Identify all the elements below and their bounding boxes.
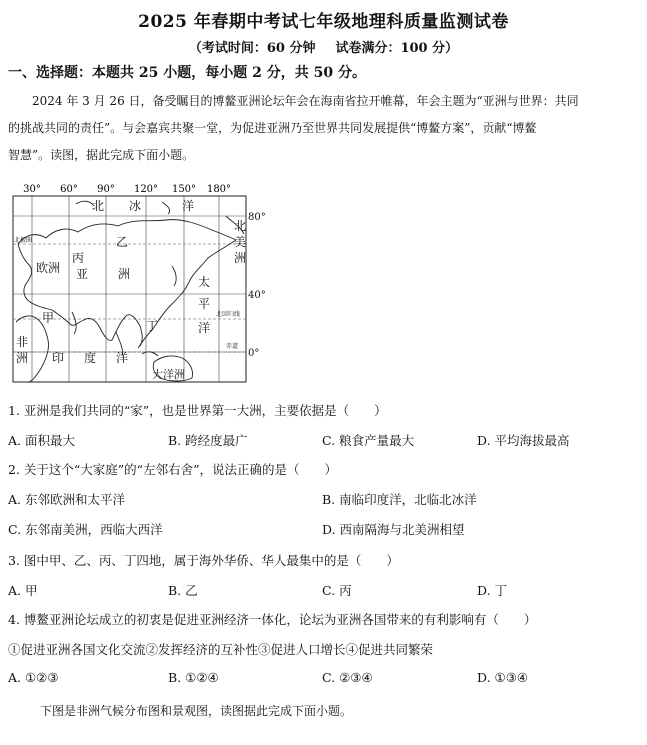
- label-yi: 乙: [116, 235, 129, 249]
- question-3-stem: 3. 图中甲、乙、丙、丁四地，属于海外华侨、华人最集中的是（ ）: [8, 553, 399, 568]
- lon-label-150: 150°: [171, 184, 197, 195]
- section-heading: 一、选择题：本题共 25 小题，每小题 2 分，共 50 分。: [8, 65, 366, 81]
- label-indian-1: 印: [52, 351, 65, 365]
- q4-option-c: C. ②③④: [322, 670, 373, 685]
- q1-option-c: C. 粮食产量最大: [322, 433, 415, 448]
- label-na-3: 洲: [234, 251, 247, 265]
- q4-option-b: B. ①②④: [168, 670, 219, 685]
- label-pacific-2: 平: [198, 297, 211, 311]
- label-arctic-3: 洋: [182, 199, 195, 213]
- label-ding: 丁: [146, 319, 159, 333]
- q1-option-d: D. 平均海拔最高: [477, 433, 570, 448]
- q3-option-c: C. 丙: [322, 583, 352, 598]
- label-jia: 甲: [42, 311, 55, 325]
- question-4-statements: ①促进亚洲各国文化交流②发挥经济的互补性③促进人口增长④促进共同繁荣: [8, 642, 434, 657]
- q2-option-a: A. 东邻欧洲和太平洋: [8, 492, 125, 507]
- q3-option-d: D. 丁: [477, 583, 508, 598]
- label-asia-1: 亚: [76, 267, 89, 281]
- label-arctic-circle: 北极圈: [14, 237, 33, 244]
- asia-map: [12, 182, 267, 388]
- intro-line-2: 的挑战共同的责任”。与会嘉宾共聚一堂，为促进亚洲乃至世界共同发展提供“博鳌方案”，贡献“博鳌: [8, 121, 537, 135]
- label-africa-2: 洲: [16, 351, 29, 365]
- intro-paragraph: [8, 88, 634, 169]
- lon-label-120: 120°: [133, 184, 159, 195]
- lon-label-180: 180°: [206, 184, 232, 195]
- label-na-1: 北: [234, 219, 247, 233]
- label-na-2: 美: [234, 235, 247, 249]
- q2-option-d: D. 西南隔海与北美洲相望: [322, 522, 465, 537]
- lon-label-60: 60°: [60, 184, 78, 195]
- q2-option-c: C. 东邻南美洲，西临大西洋: [8, 522, 163, 537]
- exam-subtitle: [0, 37, 647, 56]
- lon-label-30: 30°: [23, 184, 41, 195]
- map-labels: [16, 198, 246, 381]
- lat-label-80: 80°: [248, 212, 266, 223]
- label-oceania: 大洋洲: [152, 368, 185, 381]
- intro-line-1: 2024 年 3 月 26 日，备受瞩目的博鳌亚洲论坛年会在海南省拉开帷幕，年会主题为“亚洲与世界：共同: [32, 94, 579, 108]
- q3-option-a: A. 甲: [8, 583, 38, 598]
- q4-option-d: D. ①③④: [477, 670, 529, 685]
- q4-option-a: A. ①②③: [8, 670, 59, 685]
- q1-option-a: A. 面积最大: [8, 433, 75, 448]
- label-indian-2: 度: [84, 351, 97, 365]
- question-1-stem: 1. 亚洲是我们共同的“家”，也是世界第一大洲，主要依据是（ ）: [8, 403, 387, 418]
- label-arctic-2: 冰: [129, 199, 142, 213]
- label-pacific-3: 洋: [198, 321, 211, 335]
- label-pacific-1: 太: [198, 275, 211, 289]
- lat-label-40: 40°: [248, 290, 266, 301]
- lat-labels: [248, 212, 266, 359]
- lon-label-90: 90°: [97, 184, 115, 195]
- label-indian-3: 洋: [116, 351, 129, 365]
- question-4-stem: 4. 博鳌亚洲论坛成立的初衷是促进亚洲经济一体化，论坛为亚洲各国带来的有利影响有（ ）: [8, 612, 537, 627]
- question-2-stem: 2. 关于这个“大家庭”的“左邻右舍”，说法正确的是（ ）: [8, 462, 337, 477]
- coastlines: [16, 201, 247, 382]
- label-africa-1: 非: [16, 335, 29, 349]
- map-frame: [13, 196, 246, 382]
- q2-option-b: B. 南临印度洋，北临北冰洋: [322, 492, 477, 507]
- graticule: [13, 196, 246, 382]
- intro-line-3: 智慧”。读图，据此完成下面小题。: [8, 148, 195, 162]
- exam-time: （考试时间：60 分钟: [188, 41, 316, 56]
- q1-option-b: B. 跨经度最广: [168, 433, 248, 448]
- label-arctic-1: 北: [92, 199, 105, 213]
- full-score: 试卷满分：100 分）: [335, 41, 459, 56]
- label-europe: 欧洲: [36, 261, 61, 275]
- label-tropic: 北回归线: [216, 311, 241, 318]
- label-bing: 丙: [72, 251, 85, 265]
- lat-label-0: 0°: [248, 348, 260, 359]
- exam-title: 2025 年春期中考试七年级地理科质量监测试卷: [138, 12, 509, 32]
- q3-option-b: B. 乙: [168, 583, 198, 598]
- label-asia-2: 洲: [118, 267, 131, 281]
- footer-instruction: 下图是非洲气候分布图和景观图，读图据此完成下面小题。: [40, 704, 353, 718]
- label-equator: 赤道: [226, 343, 239, 350]
